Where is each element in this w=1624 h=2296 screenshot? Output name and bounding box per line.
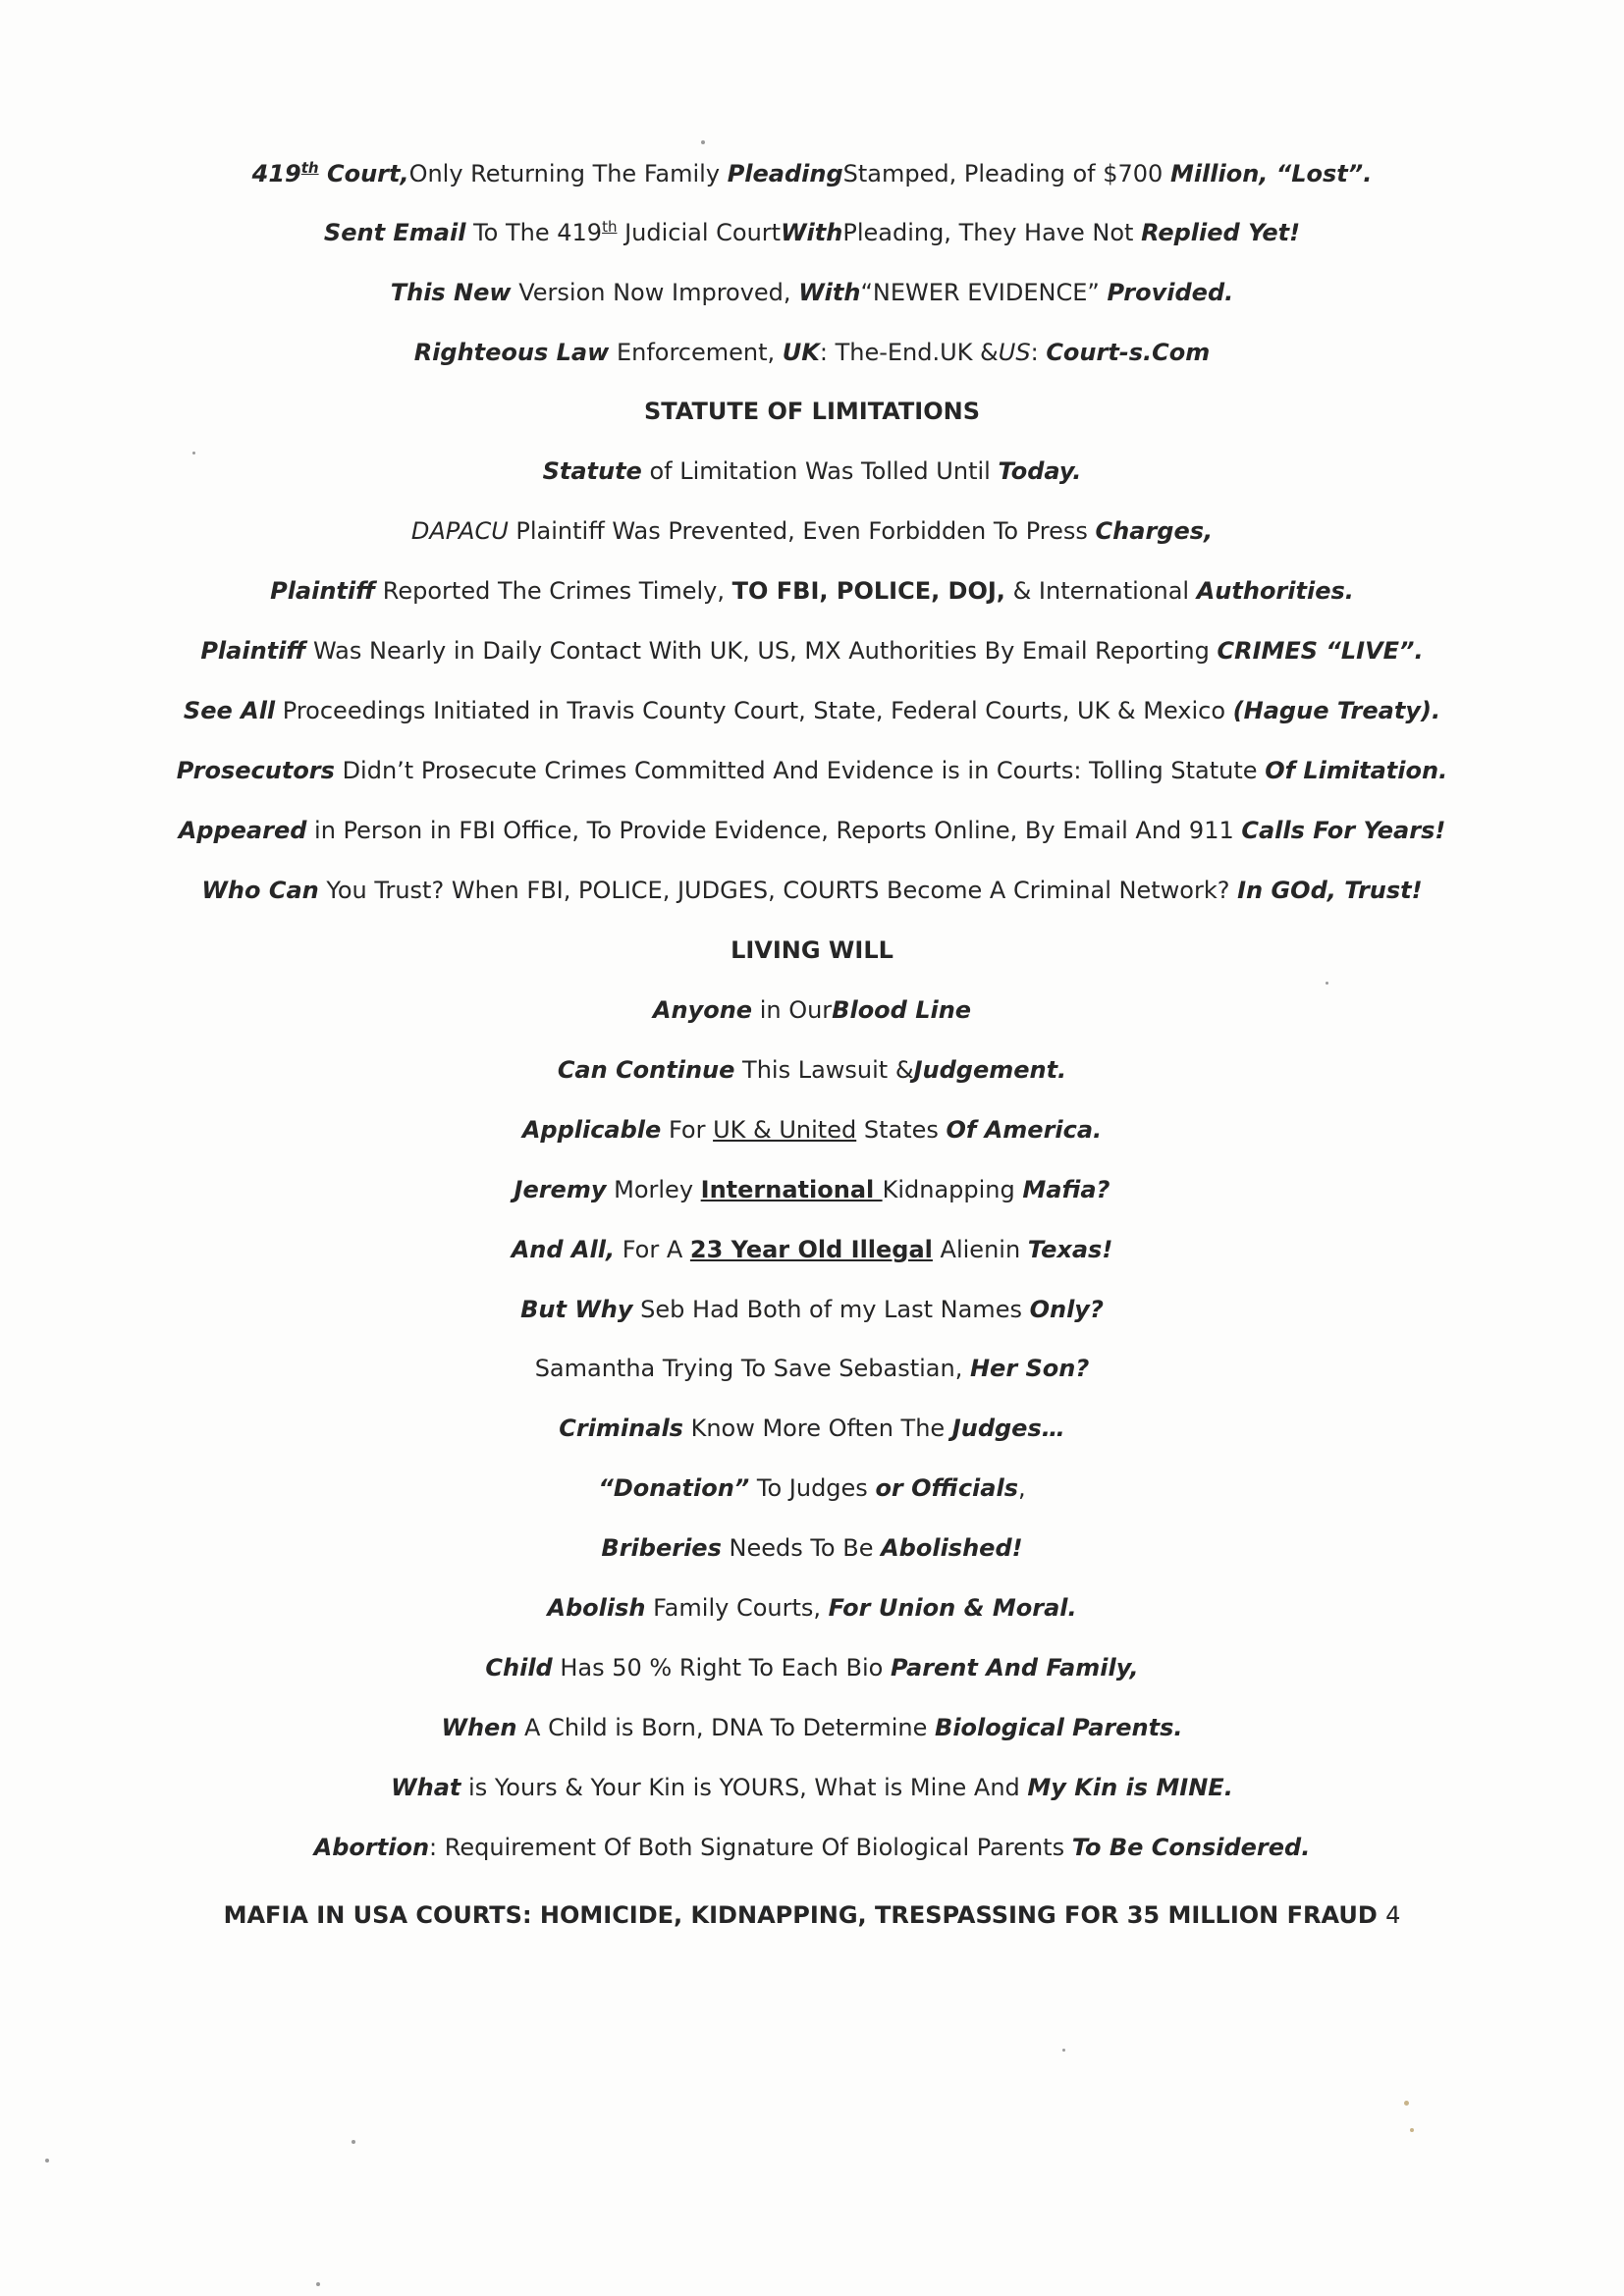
text-segment: Biological Parents.: [935, 1714, 1183, 1741]
text-segment: Samantha Trying To Save Sebastian,: [534, 1355, 970, 1382]
text-segment: Applicable: [521, 1116, 662, 1144]
text-segment: : The-End.UK &: [819, 339, 999, 366]
text-line: [0, 1114, 1624, 1146]
text-line: [0, 1712, 1624, 1743]
text-segment: in Person in FBI Office, To Provide Evidence, Reports Online, By Email And 911: [306, 817, 1242, 844]
text-segment: Plaintiff: [200, 637, 306, 665]
text-line: [0, 1234, 1624, 1265]
text-segment: Version Now Improved,: [511, 279, 799, 306]
text-segment: Has 50 % Right To Each Bio: [552, 1654, 891, 1682]
text-segment: This New: [390, 279, 512, 306]
section-heading: [0, 934, 1624, 966]
text-segment: DAPACU: [410, 517, 509, 545]
text-line: [0, 575, 1624, 607]
text-line: [0, 337, 1624, 368]
text-segment: US: [998, 339, 1031, 366]
text-segment: in Our: [752, 996, 833, 1024]
text-segment: Was Nearly in Daily Contact With UK, US, MX Authorities By Email Reporting: [305, 637, 1218, 665]
text-segment: Alien: [932, 1236, 1000, 1263]
text-line: [0, 1592, 1624, 1624]
text-segment: When: [441, 1714, 517, 1741]
text-segment: International: [700, 1176, 883, 1203]
text-segment: To Judges: [749, 1474, 876, 1502]
text-segment: Authorities.: [1196, 577, 1354, 605]
text-segment: CRIMES “LIVE”.: [1217, 637, 1424, 665]
scan-speck: [1404, 2101, 1409, 2106]
text-segment: Who Can: [201, 877, 319, 904]
text-segment: Criminals: [559, 1415, 683, 1442]
text-segment: 23 Year Old Illegal: [689, 1236, 933, 1263]
section-heading: [0, 396, 1624, 427]
text-segment: Texas!: [1027, 1236, 1113, 1263]
text-segment: LIVING WILL: [731, 936, 893, 964]
scan-speck: [192, 452, 195, 454]
text-segment: Proceedings Initiated in Travis County Court, State, Federal Courts, UK & Mexico: [275, 697, 1233, 724]
text-segment: STATUTE OF LIMITATIONS: [644, 398, 980, 425]
text-segment: Kidnapping: [882, 1176, 1023, 1203]
text-segment: Prosecutors: [176, 757, 335, 784]
text-segment: Child: [485, 1654, 553, 1682]
text-segment: :: [1030, 339, 1047, 366]
text-segment: Abortion: [313, 1834, 430, 1861]
text-segment: A Child is Born, DNA To Determine: [516, 1714, 936, 1741]
text-line: [0, 158, 1624, 189]
text-segment: Briberies: [601, 1534, 722, 1562]
text-line: [0, 875, 1624, 906]
text-line: [0, 1652, 1624, 1683]
text-segment: Million, “Lost”.: [1169, 160, 1373, 187]
text-segment: Seb Had Both of my Last Names: [632, 1296, 1030, 1323]
text-segment: Only Returning The Family: [408, 160, 728, 187]
footer-text: MAFIA IN USA COURTS: HOMICIDE, KIDNAPPING, TRESPASSING FOR 35 MILLION FRAUD: [223, 1901, 1378, 1929]
text-segment: Only?: [1029, 1296, 1104, 1323]
text-segment: Statute: [542, 457, 642, 485]
text-segment: With: [781, 219, 843, 246]
text-segment: Righteous Law: [413, 339, 610, 366]
text-line: [0, 217, 1624, 248]
text-line: [0, 1353, 1624, 1384]
text-segment: (Hague Treaty).: [1232, 697, 1441, 724]
text-line: [0, 1472, 1624, 1504]
text-segment: Her Son?: [969, 1355, 1090, 1382]
text-segment: Judges…: [951, 1415, 1065, 1442]
text-segment: Needs To Be: [721, 1534, 882, 1562]
text-segment: Jeremy: [514, 1176, 607, 1203]
text-segment: Calls For Years!: [1241, 817, 1446, 844]
text-line: [0, 1832, 1624, 1863]
text-segment: UK & United: [713, 1116, 857, 1144]
text-segment: To The 419: [465, 219, 603, 246]
text-segment: Mafia?: [1022, 1176, 1110, 1203]
text-segment: Sent Email: [323, 219, 466, 246]
scan-speck: [1410, 2128, 1414, 2132]
text-segment: Morley: [606, 1176, 701, 1203]
text-line: [0, 635, 1624, 667]
text-segment: See All: [183, 697, 276, 724]
text-segment: For A: [615, 1236, 690, 1263]
scan-speck: [701, 140, 705, 144]
text-segment: This Lawsuit &: [734, 1056, 914, 1084]
text-segment: Of America.: [946, 1116, 1103, 1144]
text-line: [0, 1532, 1624, 1564]
scan-speck: [1062, 2049, 1065, 2052]
text-segment: Abolish: [547, 1594, 646, 1622]
text-segment: Court-s.Com: [1046, 339, 1211, 366]
text-line: [0, 815, 1624, 846]
text-segment: For Union & Moral.: [828, 1594, 1077, 1622]
scan-speck: [352, 2140, 355, 2144]
text-segment: UK: [782, 339, 820, 366]
text-segment: You Trust? When FBI, POLICE, JUDGES, COURTS Become A Criminal Network?: [318, 877, 1238, 904]
text-segment: Family Courts,: [645, 1594, 829, 1622]
text-segment: Reported The Crimes Timely,: [375, 577, 732, 605]
text-segment: Abolished!: [881, 1534, 1023, 1562]
text-segment: Today.: [998, 457, 1082, 485]
page-number: 4: [1385, 1901, 1401, 1929]
text-segment: Can Continue: [557, 1056, 735, 1084]
text-segment: Pleading, They Have Not: [842, 219, 1142, 246]
text-segment: Enforcement,: [609, 339, 783, 366]
text-segment: Judicial Court: [617, 219, 782, 246]
text-segment: Plaintiff Was Prevented, Even Forbidden To Press: [508, 517, 1096, 545]
text-segment: My Kin is MINE.: [1027, 1774, 1233, 1801]
text-segment: States: [856, 1116, 947, 1144]
text-segment: Judgement.: [913, 1056, 1067, 1084]
text-segment: “NEWER EVIDENCE”: [860, 279, 1108, 306]
text-segment: Plaintiff: [270, 577, 376, 605]
text-segment: Pleading: [727, 160, 843, 187]
text-segment: To Be Considered.: [1071, 1834, 1311, 1861]
text-segment: And All,: [511, 1236, 616, 1263]
text-segment: th: [602, 218, 618, 236]
text-segment: Know More Often The: [682, 1415, 952, 1442]
text-segment: or Officials: [875, 1474, 1018, 1502]
text-segment: Appeared: [178, 817, 307, 844]
text-line: [0, 1413, 1624, 1444]
text-segment: Court,: [318, 160, 409, 187]
text-segment: : Requirement Of Both Signature Of Biological Parents: [429, 1834, 1072, 1861]
footer-line: [0, 1899, 1624, 1931]
text-line: [0, 994, 1624, 1026]
text-line: [0, 1294, 1624, 1325]
text-line: [0, 515, 1624, 547]
text-segment: Provided.: [1107, 279, 1234, 306]
text-segment: Didn’t Prosecute Crimes Committed And Evidence is in Courts: Tolling Statute: [334, 757, 1266, 784]
text-line: [0, 755, 1624, 786]
text-segment: “Donation”: [598, 1474, 750, 1502]
text-segment: th: [300, 159, 319, 177]
text-segment: TO FBI, POLICE, DOJ,: [731, 577, 1005, 605]
text-segment: Of Limitation.: [1265, 757, 1448, 784]
text-line: [0, 455, 1624, 487]
text-line: [0, 695, 1624, 726]
text-segment: What: [391, 1774, 461, 1801]
text-segment: of Limitation Was Tolled Until: [641, 457, 999, 485]
scan-speck: [45, 2159, 49, 2163]
text-segment: in: [999, 1236, 1028, 1263]
text-segment: In GOd, Trust!: [1237, 877, 1423, 904]
text-segment: But Why: [520, 1296, 633, 1323]
scan-speck: [316, 2282, 320, 2286]
text-segment: Charges,: [1095, 517, 1214, 545]
text-segment: ,: [1017, 1474, 1026, 1502]
text-line: [0, 1772, 1624, 1803]
text-segment: Anyone: [652, 996, 753, 1024]
text-segment: & International: [1004, 577, 1197, 605]
text-line: [0, 1174, 1624, 1205]
scan-speck: [1326, 982, 1328, 985]
text-segment: Replied Yet!: [1141, 219, 1301, 246]
text-segment: is Yours & Your Kin is YOURS, What is Mine And: [460, 1774, 1028, 1801]
text-segment: For: [661, 1116, 714, 1144]
text-line: [0, 1054, 1624, 1086]
text-segment: Stamped, Pleading of $700: [842, 160, 1170, 187]
text-segment: Blood Line: [832, 996, 972, 1024]
text-line: [0, 277, 1624, 308]
text-segment: Parent And Family,: [890, 1654, 1139, 1682]
text-segment: With: [798, 279, 861, 306]
text-segment: 419: [251, 160, 301, 187]
